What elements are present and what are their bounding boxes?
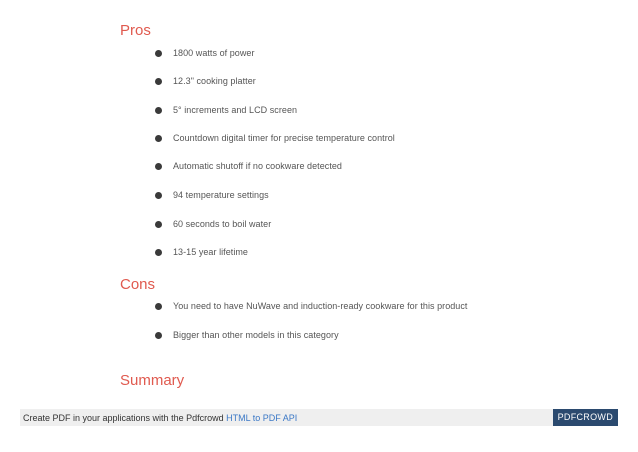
pros-item-text: Automatic shutoff if no cookware detected [173, 161, 342, 171]
pros-list-item [155, 158, 342, 174]
pros-heading: Pros [120, 22, 151, 39]
pros-list-item [155, 187, 269, 203]
pros-list-item [155, 130, 395, 146]
cons-item-text: You need to have NuWave and induction-ready cookware for this product [173, 301, 468, 311]
html-to-pdf-api-link[interactable]: HTML to PDF API [226, 412, 298, 423]
cons-item-text: Bigger than other models in this category [173, 330, 339, 340]
pros-item-text: 94 temperature settings [173, 190, 269, 200]
bullet-icon [155, 135, 162, 142]
pros-item-text: 1800 watts of power [173, 48, 255, 58]
bullet-icon [155, 163, 162, 170]
cons-list-item [155, 327, 339, 343]
pros-item-text: 13-15 year lifetime [173, 247, 248, 257]
footer-prefix: Create PDF in your applications with the Pdfcrowd [23, 412, 224, 423]
bullet-icon [155, 78, 162, 85]
bullet-icon [155, 303, 162, 310]
pros-list-item [155, 102, 297, 118]
pros-item-text: Countdown digital timer for precise temperature control [173, 133, 395, 143]
pros-list-item [155, 45, 255, 61]
pros-item-text: 5° increments and LCD screen [173, 105, 298, 115]
bullet-icon [155, 249, 162, 256]
bullet-icon [155, 221, 162, 228]
pros-list-item [155, 244, 248, 260]
bullet-icon [155, 332, 162, 339]
cons-heading: Cons [120, 276, 156, 293]
summary-heading: Summary [120, 372, 185, 389]
bullet-icon [155, 192, 162, 199]
pros-list-item [155, 73, 256, 89]
pdfcrowd-brand-badge[interactable]: PDFCROWD [553, 409, 618, 426]
pros-list-item [155, 216, 271, 232]
bullet-icon [155, 107, 162, 114]
pdfcrowd-footer-bar [20, 409, 618, 426]
cons-list-item [155, 298, 467, 314]
footer-text [20, 413, 297, 423]
pros-item-text: 60 seconds to boil water [173, 219, 272, 229]
bullet-icon [155, 50, 162, 57]
pros-item-text: 12.3" cooking platter [173, 76, 256, 86]
